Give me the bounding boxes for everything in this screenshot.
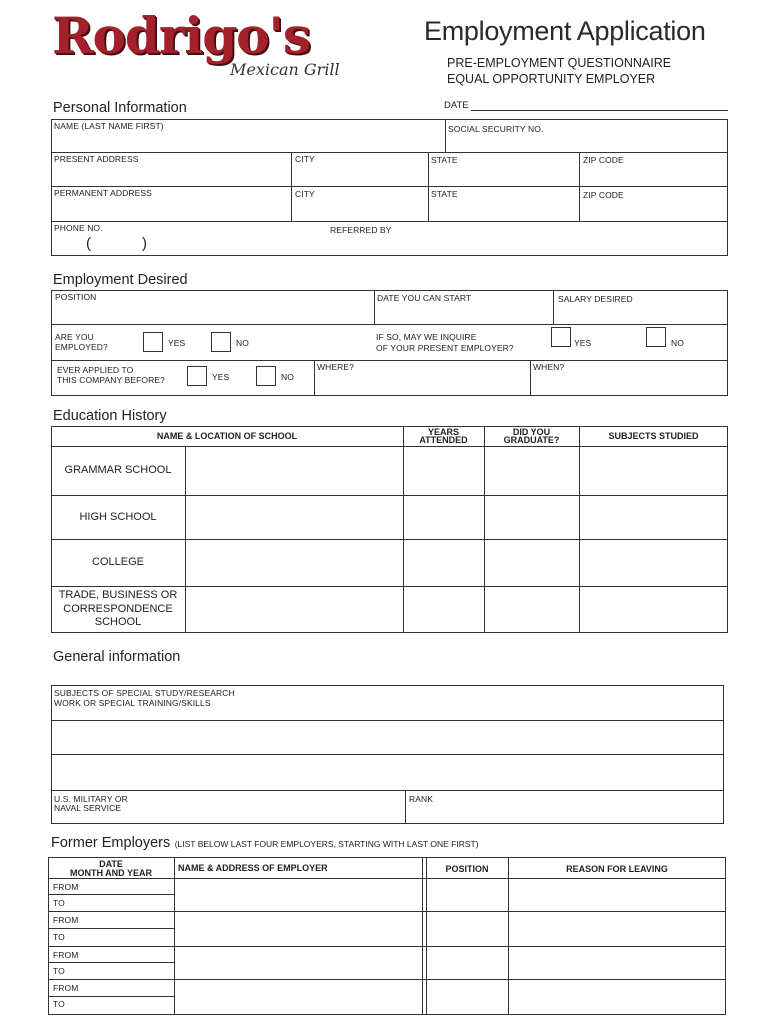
military-service-line-2[interactable]: NAVAL SERVICE: [54, 803, 122, 813]
edu-col-years-2: ATTENDED: [419, 435, 468, 445]
former-employers-table: [48, 857, 726, 1015]
edu-col-years-1: YEARS: [427, 427, 459, 437]
present-zip-field[interactable]: ZIP CODE: [583, 155, 624, 165]
former-row-2-from[interactable]: FROM: [53, 915, 79, 925]
company-logo: Rodrigo's: [52, 6, 310, 65]
phone-field[interactable]: PHONE NO.: [54, 223, 103, 233]
present-address-field[interactable]: PRESENT ADDRESS: [54, 154, 139, 164]
edu-row-high-school: HIGH SCHOOL: [79, 510, 157, 523]
former-row-3-to[interactable]: TO: [53, 966, 65, 976]
former-row-4-to[interactable]: TO: [53, 999, 65, 1009]
former-employers-heading: Former Employers: [51, 835, 171, 851]
header-line-2: EQUAL OPPORTUNITY EMPLOYER: [447, 72, 656, 86]
employed-no-checkbox[interactable]: [211, 332, 231, 352]
page-title: Employment Application: [424, 16, 706, 46]
start-date-field[interactable]: DATE YOU CAN START: [377, 293, 472, 303]
employed-question-line-2: EMPLOYED?: [55, 342, 108, 352]
inquire-no-checkbox[interactable]: [646, 327, 666, 347]
ssn-field[interactable]: SOCIAL SECURITY NO.: [448, 124, 544, 134]
inquire-no-label: NO: [671, 338, 684, 348]
former-row-1-to[interactable]: TO: [53, 898, 65, 908]
permanent-state-field[interactable]: STATE: [431, 189, 458, 199]
phone-area-code-close: ): [142, 235, 147, 252]
edu-row-trade: [51, 589, 185, 630]
applied-yes-checkbox[interactable]: [187, 366, 207, 386]
edu-row-college: COLLEGE: [92, 556, 144, 568]
inquire-question-line-2: OF YOUR PRESENT EMPLOYER?: [376, 343, 514, 353]
present-state-field[interactable]: STATE: [431, 155, 458, 165]
edu-row-trade-line-2: CORRESPONDENCE: [63, 602, 173, 615]
personal-info-table: [51, 119, 728, 256]
name-field[interactable]: NAME (LAST NAME FIRST): [54, 121, 164, 131]
applied-no-label: NO: [281, 372, 294, 382]
header-line-1: PRE-EMPLOYMENT QUESTIONNAIRE: [447, 56, 672, 70]
employed-yes-label: YES: [168, 338, 186, 348]
applied-question-line-2: THIS COMPANY BEFORE?: [57, 375, 165, 385]
former-col-date-2: MONTH AND YEAR: [69, 868, 152, 878]
applied-no-checkbox[interactable]: [256, 366, 276, 386]
former-row-3-from[interactable]: FROM: [53, 950, 79, 960]
date-field[interactable]: [471, 110, 728, 111]
referred-by-field[interactable]: REFERRED BY: [330, 225, 392, 235]
when-field[interactable]: WHEN?: [533, 362, 565, 372]
present-city-field[interactable]: CITY: [295, 154, 315, 164]
rank-field[interactable]: RANK: [409, 794, 434, 804]
employed-no-label: NO: [236, 338, 249, 348]
former-row-1-from[interactable]: FROM: [53, 882, 79, 892]
permanent-zip-field[interactable]: ZIP CODE: [583, 190, 624, 200]
former-col-date-1: DATE: [99, 859, 123, 869]
edu-col-graduate-1: DID YOU: [512, 427, 551, 437]
former-col-position: POSITION: [445, 864, 489, 874]
special-study-line-1[interactable]: SUBJECTS OF SPECIAL STUDY/RESEARCH: [54, 688, 235, 698]
inquire-question-line-1: IF SO, MAY WE INQUIRE: [376, 332, 477, 342]
inquire-yes-checkbox[interactable]: [551, 327, 571, 347]
permanent-address-field[interactable]: PERMANENT ADDRESS: [54, 188, 152, 198]
personal-info-heading: Personal Information: [53, 100, 187, 116]
inquire-yes-label: YES: [574, 338, 592, 348]
former-col-reason: REASON FOR LEAVING: [566, 864, 668, 874]
former-employers-note: (LIST BELOW LAST FOUR EMPLOYERS, STARTING WITH LAST ONE FIRST): [174, 839, 479, 849]
applied-yes-label: YES: [212, 372, 230, 382]
edu-row-grammar: GRAMMAR SCHOOL: [64, 464, 172, 476]
where-field[interactable]: WHERE?: [317, 362, 354, 372]
edu-col-school: NAME & LOCATION OF SCHOOL: [156, 431, 298, 441]
salary-field[interactable]: SALARY DESIRED: [558, 294, 633, 304]
former-employers-heading-row: [51, 834, 479, 852]
position-field[interactable]: POSITION: [55, 292, 97, 302]
education-history-heading: Education History: [53, 408, 167, 424]
special-study-line-2[interactable]: WORK OR SPECIAL TRAINING/SKILLS: [54, 698, 211, 708]
former-row-4-from[interactable]: FROM: [53, 983, 79, 993]
applied-question-line-1: EVER APPLIED TO: [57, 365, 134, 375]
edu-row-trade-line-1: TRADE, BUSINESS OR: [58, 589, 178, 601]
permanent-city-field[interactable]: CITY: [295, 189, 315, 199]
edu-row-trade-line-3: SCHOOL: [94, 616, 142, 628]
former-row-2-to[interactable]: TO: [53, 932, 65, 942]
date-label: DATE: [444, 100, 469, 111]
former-col-employer: NAME & ADDRESS OF EMPLOYER: [178, 863, 328, 873]
edu-col-subjects: SUBJECTS STUDIED: [608, 431, 699, 441]
edu-col-graduate-2: GRADUATE?: [503, 435, 560, 445]
military-service-line-1[interactable]: U.S. MILITARY OR: [54, 794, 128, 804]
employed-yes-checkbox[interactable]: [143, 332, 163, 352]
phone-area-code-open: (: [86, 235, 91, 252]
logo-subtitle: Mexican Grill: [230, 60, 340, 79]
employed-question-line-1: ARE YOU: [55, 332, 94, 342]
employment-desired-heading: Employment Desired: [53, 272, 188, 288]
general-info-heading: General information: [53, 649, 181, 665]
